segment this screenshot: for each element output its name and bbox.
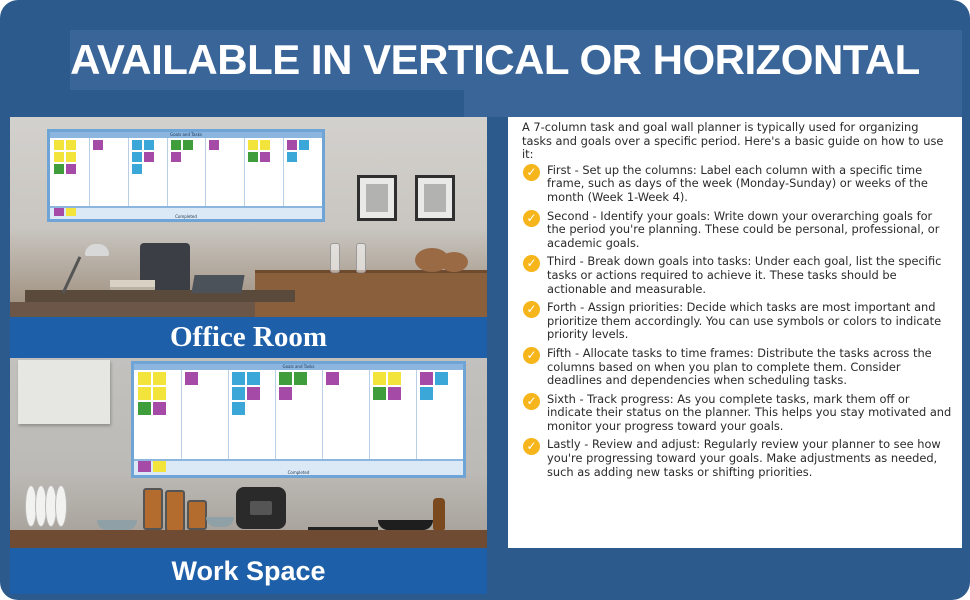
sticky-note <box>326 372 339 385</box>
guide-step-text: First - Set up the columns: Label each column with a specific time frame, such as days of the week (Monday-Sunday) or weeks of the month (Week 1-Week 4). <box>547 162 928 204</box>
check-icon: ✓ <box>523 438 540 455</box>
guide-step <box>522 438 952 479</box>
check-icon: ✓ <box>523 255 540 272</box>
desk-lamp-head <box>85 244 109 256</box>
sticky-note <box>299 140 309 150</box>
glass-vase <box>330 243 340 273</box>
guide-step <box>522 393 952 434</box>
sticky-note <box>420 372 433 385</box>
check-icon: ✓ <box>523 393 540 410</box>
completed-sticky-note <box>66 208 76 216</box>
sticky-note <box>66 164 76 174</box>
sticky-note <box>54 164 64 174</box>
sticky-note <box>232 372 245 385</box>
kitchen-counter <box>10 530 487 548</box>
title-band-extension <box>464 85 962 117</box>
cooker-panel <box>250 501 272 515</box>
sticky-note <box>373 387 386 400</box>
sticky-note <box>185 372 198 385</box>
sticky-note <box>435 372 448 385</box>
wall-frame-left <box>357 175 397 221</box>
spice-jar <box>143 488 163 530</box>
sticky-note <box>66 140 76 150</box>
office-planner-board <box>47 129 325 222</box>
frying-pan <box>378 520 433 530</box>
sticky-note <box>93 140 103 150</box>
sticky-note <box>144 140 154 150</box>
sticky-note <box>279 387 292 400</box>
sticky-note <box>171 152 181 162</box>
completed-sticky-note <box>138 461 151 472</box>
guide-step-text: Fifth - Allocate tasks to time frames: Distribute the tasks across the columns based on when you plan to complete them. Consider deadlines and dependencies when scheduling tasks. <box>547 345 932 388</box>
board-completed-row <box>50 206 322 219</box>
guide-step-text: Third - Break down goals into tasks: Under each goal, list the specific tasks or actions required to achieve it. These tasks should be actionable and measurable. <box>547 254 942 296</box>
board-title: Goals and Tasks <box>170 132 202 137</box>
guide-intro: A 7-column task and goal wall planner is typically used for organizing tasks and goals over a specific period. Here's a basic guide on how to use it: <box>522 120 944 162</box>
sticky-note <box>138 402 151 415</box>
sticky-note <box>248 140 258 150</box>
wall-frame-art <box>366 184 388 212</box>
guide-step <box>522 255 952 296</box>
sticky-note <box>171 140 181 150</box>
check-icon: ✓ <box>523 347 540 364</box>
laptop <box>191 275 244 293</box>
banner-title: AVAILABLE IN VERTICAL OR HORIZONTAL <box>70 36 920 83</box>
check-icon: ✓ <box>523 164 540 181</box>
sticky-note <box>420 387 433 400</box>
sticky-note <box>132 152 142 162</box>
glass-vase <box>356 243 366 273</box>
desk <box>25 290 295 302</box>
guide-step-text: Lastly - Review and adjust: Regularly review your planner to see how you're progressing toward your goals. Make adjustments as needed, such as adding new tasks or shifting priorities. <box>547 437 941 479</box>
wall-frame-right <box>415 175 455 221</box>
check-icon: ✓ <box>523 210 540 227</box>
usage-guide-panel <box>508 117 962 548</box>
sticky-note <box>209 140 219 150</box>
sticky-note <box>54 140 64 150</box>
sticky-note <box>279 372 292 385</box>
guide-step <box>522 164 952 205</box>
sticky-note <box>66 152 76 162</box>
sticky-note <box>248 152 258 162</box>
sticky-note <box>373 372 386 385</box>
sticky-note <box>232 402 245 415</box>
sticky-note <box>153 387 166 400</box>
guide-step <box>522 301 952 342</box>
sticky-note <box>54 152 64 162</box>
sticky-note <box>388 372 401 385</box>
wooden-bowl <box>440 252 468 272</box>
rice-cooker <box>236 487 286 529</box>
sticky-note <box>153 372 166 385</box>
sticky-note <box>388 387 401 400</box>
wall-canvas <box>18 360 110 424</box>
guide-step <box>522 347 952 388</box>
board-completed-row <box>134 459 463 475</box>
sticky-note <box>132 164 142 174</box>
board-completed-label: Completed <box>287 470 310 475</box>
sticky-note <box>260 140 270 150</box>
sticky-note <box>138 387 151 400</box>
sticky-note <box>132 140 142 150</box>
sticky-note <box>153 402 166 415</box>
bowl <box>97 520 137 530</box>
sticky-note <box>247 387 260 400</box>
sticky-note <box>183 140 193 150</box>
sticky-note <box>232 387 245 400</box>
plate <box>55 485 67 527</box>
guide-step <box>522 210 952 251</box>
guide-step-text: Sixth - Track progress: As you complete tasks, mark them off or indicate their status on the planner. This helps you stay motivated and monitor your progress toward your goals. <box>547 391 952 433</box>
completed-sticky-note <box>54 208 64 216</box>
guide-step-text: Second - Identify your goals: Write down your overarching goals for the period you're planning. These could be personal, professional, or academic goals. <box>547 208 940 250</box>
sticky-note <box>287 152 297 162</box>
check-icon: ✓ <box>523 301 540 318</box>
oil-bottle <box>433 498 445 530</box>
board-completed-label: Completed <box>175 214 197 219</box>
office-room-caption: Office Room <box>10 317 487 358</box>
sticky-note <box>144 152 154 162</box>
board-title: Goals and Tasks <box>282 364 315 369</box>
guide-step-text: Forth - Assign priorities: Decide which tasks are most important and prioritize them accordingly. You can use symbols or colors to indicate priority levels. <box>547 300 942 342</box>
sticky-note <box>138 372 151 385</box>
dish-rack <box>25 485 75 530</box>
sticky-note <box>260 152 270 162</box>
workspace-planner-board <box>131 361 466 478</box>
sticky-note <box>247 372 260 385</box>
completed-sticky-note <box>153 461 166 472</box>
sticky-note <box>294 372 307 385</box>
wall-frame-art <box>424 184 446 212</box>
spice-jar <box>187 500 207 530</box>
sticky-note <box>287 140 297 150</box>
books <box>110 280 155 290</box>
spice-jar <box>165 490 185 532</box>
work-space-caption: Work Space <box>10 548 487 594</box>
